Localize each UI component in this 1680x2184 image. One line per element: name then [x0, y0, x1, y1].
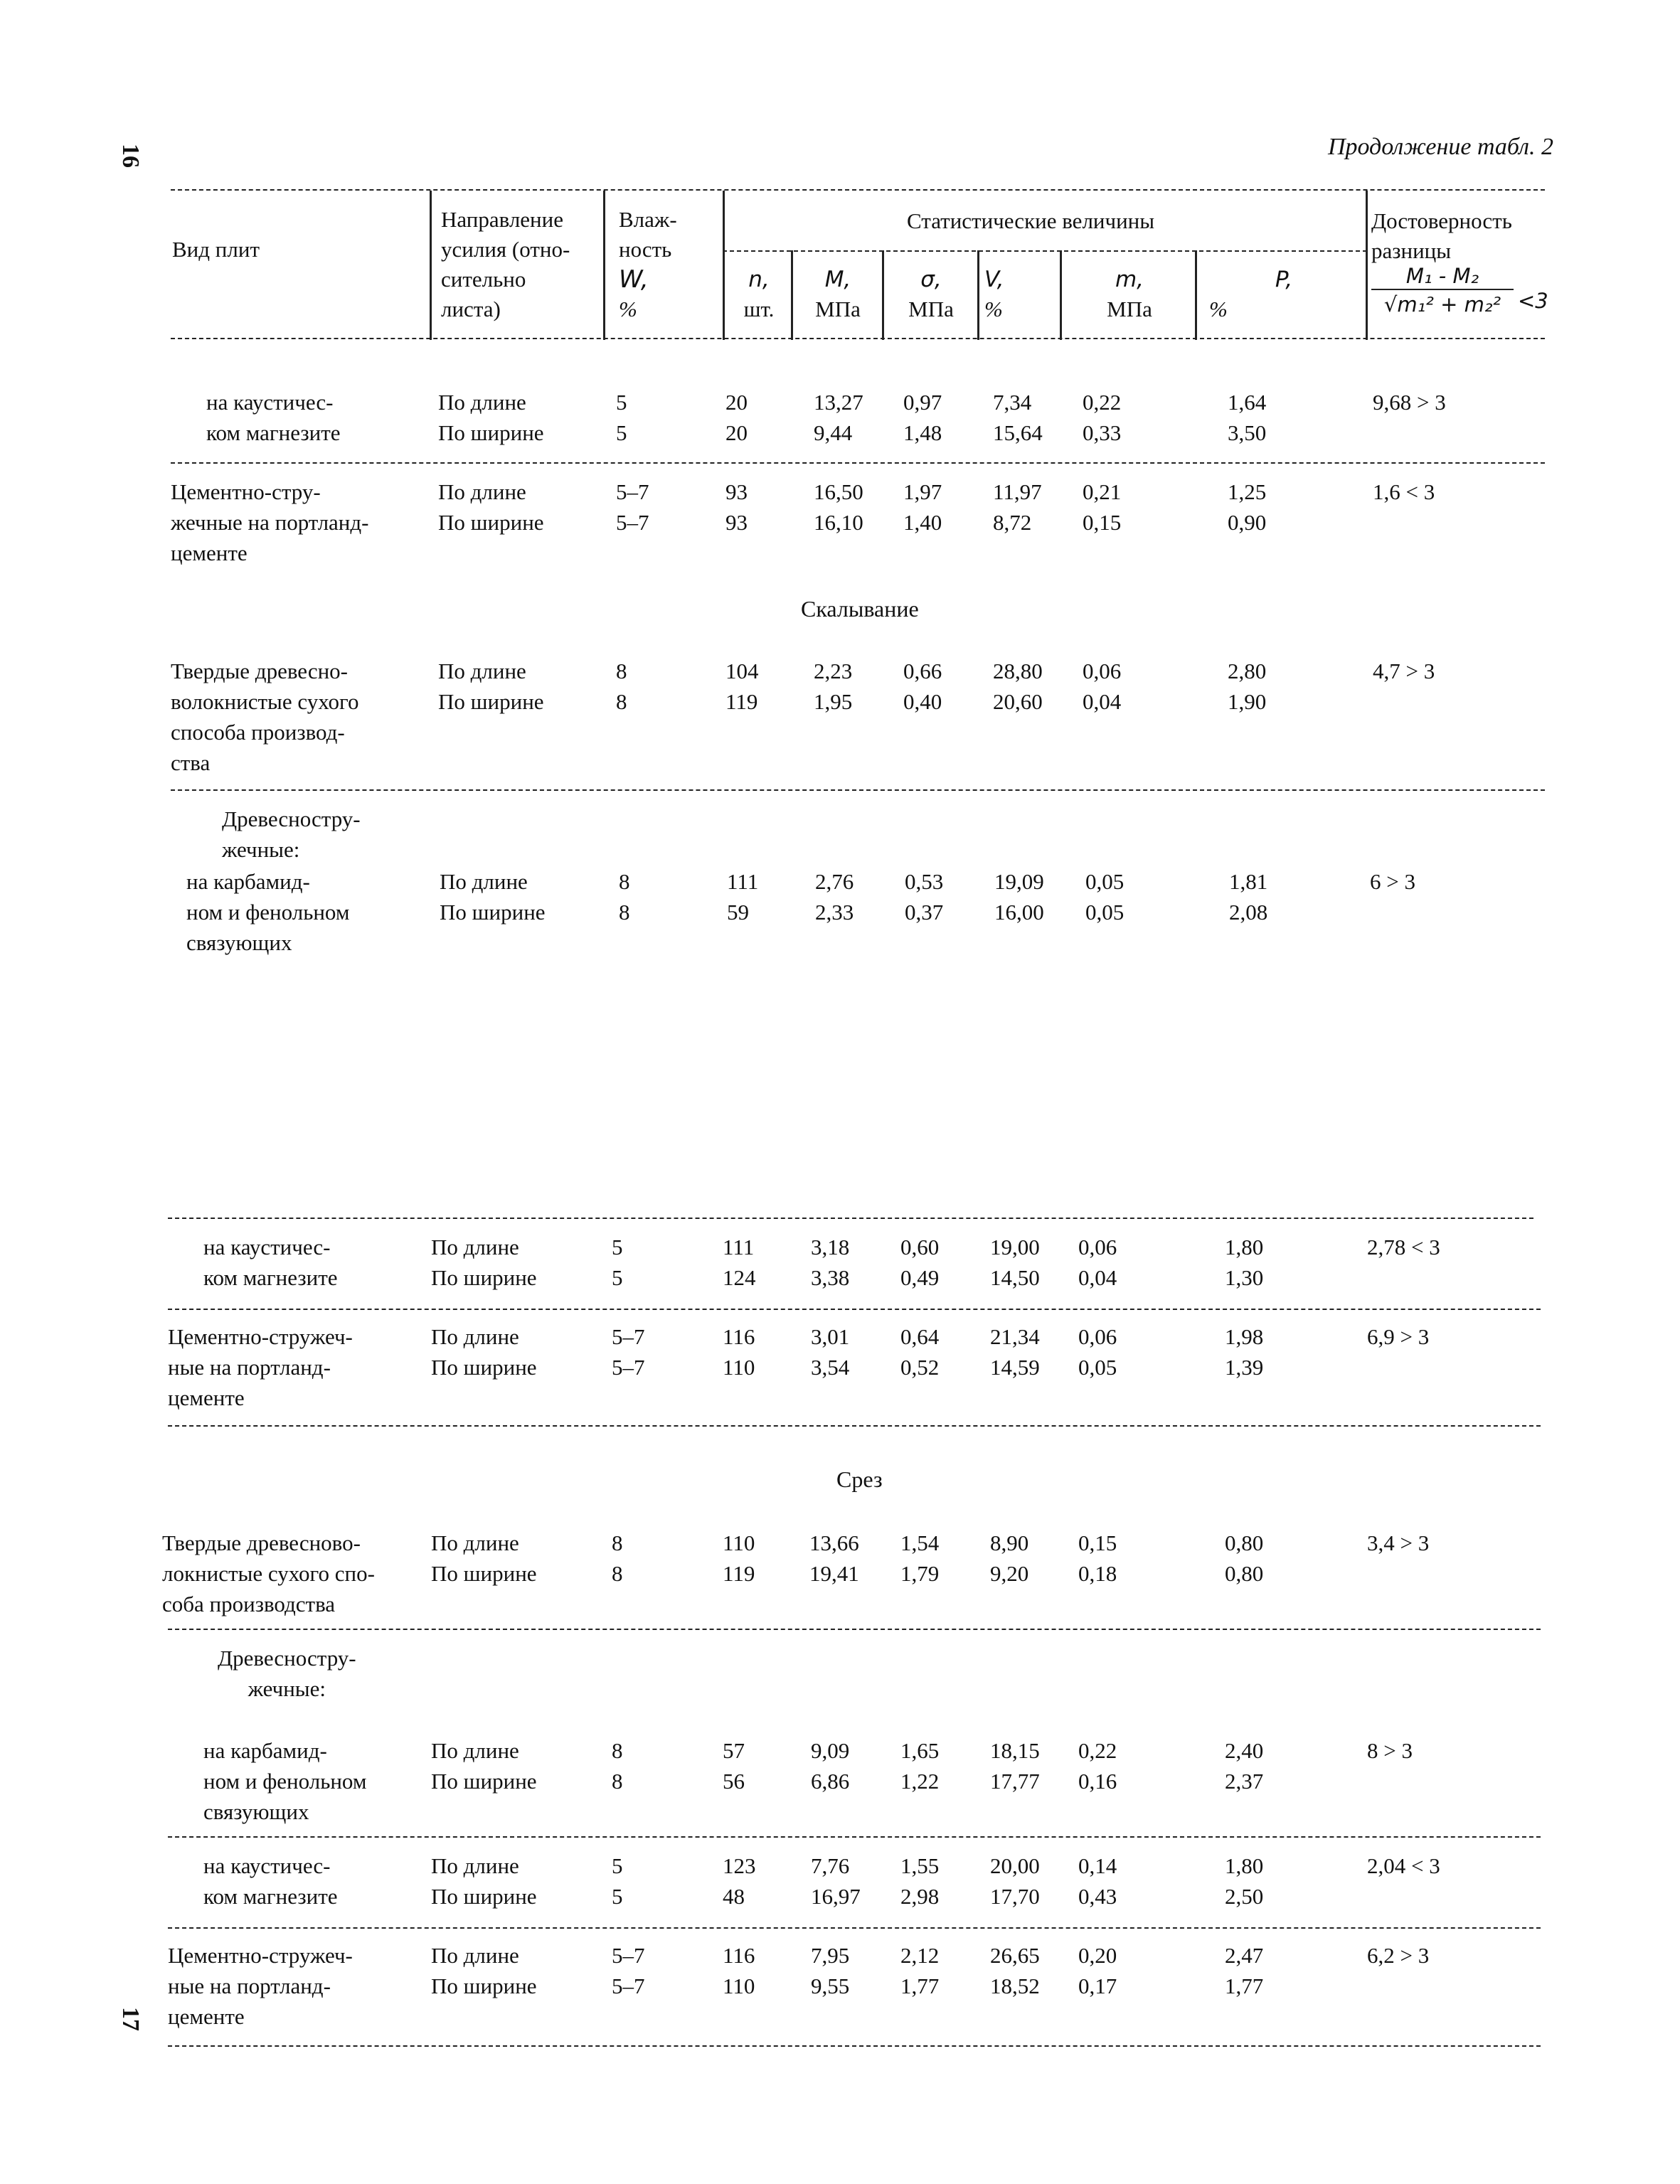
row-n: 123 48	[723, 1853, 756, 1909]
row-direction: По длине По ширине	[431, 1235, 537, 1290]
row-moisture: 8 8	[616, 659, 627, 714]
row-sigma: 1,97 1,40	[903, 479, 942, 535]
row-reliability: 9,68 > 3	[1373, 390, 1446, 415]
row-reliability: 4,7 > 3	[1373, 659, 1435, 683]
row-n: 104 119	[725, 659, 759, 714]
row-sigma: 1,65 1,22	[900, 1738, 940, 1794]
row-mean: 13,27 9,44	[814, 390, 863, 445]
row-divider	[168, 1927, 1541, 1929]
row-moisture: 5 5	[616, 390, 627, 445]
stats-sub-rule	[723, 250, 1367, 252]
row-accuracy: 1,64 3,50	[1228, 390, 1267, 445]
row-direction: По длине По ширине	[438, 479, 544, 535]
col-header-n: n, шт.	[743, 267, 775, 321]
row-sigma: 0,60 0,49	[900, 1235, 940, 1290]
header-divider	[430, 191, 432, 340]
row-group-label: Древесностру- жечные:	[222, 806, 361, 862]
col-header-direction: Направление усилия (отно- сительно листа)	[441, 207, 570, 321]
header-divider	[603, 191, 605, 340]
row-variation: 20,00 17,70	[990, 1853, 1040, 1909]
row-accuracy: 1,81 2,08	[1229, 869, 1268, 925]
row-n: 93 93	[725, 479, 748, 535]
row-n: 57 56	[723, 1738, 745, 1794]
row-error: 0,06 0,04	[1083, 659, 1122, 714]
reliability-formula: M₁ - M₂ √m₁² + m₂² <3	[1371, 263, 1545, 319]
row-divider	[168, 1629, 1541, 1630]
row-accuracy: 0,80 0,80	[1225, 1530, 1264, 1586]
row-accuracy: 1,80 2,50	[1225, 1853, 1264, 1909]
row-plate-type: на каустичес- ком магнезите	[203, 1853, 338, 1909]
row-plate-type: на карбамид- ном и фенольном связующих	[203, 1738, 367, 1824]
col-header-reliability: Достоверность разницы	[1371, 208, 1512, 263]
header-divider	[723, 191, 725, 340]
header-divider	[1366, 191, 1368, 340]
row-sigma: 0,97 1,48	[903, 390, 942, 445]
row-reliability: 1,6 < 3	[1373, 479, 1435, 504]
row-n: 111 124	[723, 1235, 756, 1290]
row-plate-type: Цементно-стружеч- ные на портланд- цементе	[168, 1943, 353, 2029]
row-plate-type: Твердые древесно- волокнистые сухого способа производ- ства	[171, 659, 359, 775]
col-header-mean: M, МПа	[815, 267, 861, 321]
row-moisture: 5–7 5–7	[616, 479, 649, 535]
row-error: 0,14 0,43	[1078, 1853, 1117, 1909]
row-n: 116 110	[723, 1943, 755, 1998]
row-n: 116 110	[723, 1324, 755, 1380]
row-mean: 2,76 2,33	[815, 869, 854, 925]
row-accuracy: 2,47 1,77	[1225, 1943, 1264, 1998]
row-divider	[168, 1309, 1541, 1310]
row-sigma: 0,66 0,40	[903, 659, 942, 714]
row-reliability: 3,4 > 3	[1367, 1530, 1430, 1555]
row-accuracy: 2,40 2,37	[1225, 1738, 1264, 1794]
row-error: 0,15 0,18	[1078, 1530, 1117, 1586]
col-header-statistics: Статистические величины	[907, 208, 1155, 233]
row-sigma: 1,54 1,79	[900, 1530, 940, 1586]
row-variation: 19,00 14,50	[990, 1235, 1040, 1290]
row-accuracy: 1,98 1,39	[1225, 1324, 1264, 1380]
row-error: 0,22 0,16	[1078, 1738, 1117, 1794]
row-direction: По длине По ширине	[431, 1738, 537, 1794]
row-direction: По длине По ширине	[438, 390, 544, 445]
row-error: 0,06 0,04	[1078, 1235, 1117, 1290]
row-accuracy: 1,25 0,90	[1228, 479, 1267, 535]
row-moisture: 5 5	[612, 1235, 623, 1290]
header-bottom-rule	[171, 338, 1545, 339]
row-divider	[171, 789, 1545, 791]
header-divider	[1195, 250, 1197, 340]
row-reliability: 6,2 > 3	[1367, 1943, 1430, 1968]
row-error: 0,20 0,17	[1078, 1943, 1117, 1998]
section-title: Срез	[836, 1466, 883, 1492]
row-error: 0,05 0,05	[1085, 869, 1125, 925]
row-variation: 7,34 15,64	[993, 390, 1043, 445]
row-moisture: 8 8	[619, 869, 630, 925]
row-sigma: 0,53 0,37	[905, 869, 944, 925]
row-moisture: 8 8	[612, 1738, 623, 1794]
row-variation: 8,90 9,20	[990, 1530, 1029, 1586]
row-direction: По длине По ширине	[438, 659, 544, 714]
row-variation: 28,80 20,60	[993, 659, 1043, 714]
col-header-moisture: Влаж- ность W, %	[619, 207, 677, 321]
row-reliability: 2,04 < 3	[1367, 1853, 1440, 1878]
row-moisture: 8 8	[612, 1530, 623, 1586]
row-reliability: 8 > 3	[1367, 1738, 1413, 1763]
header-top-rule	[171, 189, 1545, 191]
header-divider	[1060, 250, 1062, 340]
table-caption: Продолжение табл. 2	[1327, 134, 1553, 160]
page-number-top: 16	[117, 144, 144, 168]
row-accuracy: 2,80 1,90	[1228, 659, 1267, 714]
table-bottom-rule	[168, 2045, 1541, 2047]
row-reliability: 6 > 3	[1370, 869, 1415, 894]
section-title: Скалывание	[801, 596, 919, 622]
row-mean: 9,09 6,86	[811, 1738, 850, 1794]
page-number-bottom: 17	[117, 2007, 144, 2031]
row-plate-type: на каустичес- ком магнезите	[203, 1235, 338, 1290]
header-divider	[882, 250, 884, 340]
row-plate-type: на каустичес- ком магнезите	[206, 390, 341, 445]
row-plate-type: Цементно-стру- жечные на портланд- цементе	[171, 479, 369, 565]
row-direction: По длине По ширине	[440, 869, 546, 925]
row-mean: 16,50 16,10	[814, 479, 863, 535]
col-header-accuracy: P, %	[1209, 267, 1293, 321]
row-n: 20 20	[725, 390, 748, 445]
row-variation: 26,65 18,52	[990, 1943, 1040, 1998]
row-plate-type: Цементно-стружеч- ные на портланд- цементе	[168, 1324, 353, 1410]
row-mean: 7,95 9,55	[811, 1943, 850, 1998]
row-error: 0,21 0,15	[1083, 479, 1122, 535]
col-header-sigma: σ, МПа	[908, 267, 954, 321]
row-accuracy: 1,80 1,30	[1225, 1235, 1264, 1290]
row-mean: 13,66 19,41	[809, 1530, 859, 1586]
row-moisture: 5–7 5–7	[612, 1943, 645, 1998]
row-direction: По длине По ширине	[431, 1324, 537, 1380]
row-mean: 3,18 3,38	[811, 1235, 850, 1290]
row-moisture: 5 5	[612, 1853, 623, 1909]
row-plate-type: Твердые древесново- локнистые сухого спо- соба производства	[162, 1530, 375, 1616]
row-mean: 3,01 3,54	[811, 1324, 850, 1380]
row-sigma: 0,64 0,52	[900, 1324, 940, 1380]
row-divider	[168, 1218, 1533, 1219]
row-variation: 18,15 17,77	[990, 1738, 1040, 1794]
row-variation: 21,34 14,59	[990, 1324, 1040, 1380]
row-reliability: 2,78 < 3	[1367, 1235, 1440, 1259]
row-plate-type: на карбамид- ном и фенольном связующих	[186, 869, 350, 955]
row-mean: 7,76 16,97	[811, 1853, 861, 1909]
header-divider	[977, 250, 979, 340]
row-divider	[171, 462, 1545, 464]
col-header-type: Вид плит	[172, 237, 260, 262]
row-direction: По длине По ширине	[431, 1853, 537, 1909]
header-divider	[791, 250, 793, 340]
row-mean: 2,23 1,95	[814, 659, 853, 714]
row-direction: По длине По ширине	[431, 1530, 537, 1586]
col-header-variation: V, %	[984, 267, 1004, 321]
row-variation: 11,97 8,72	[993, 479, 1042, 535]
col-header-error: m, МПа	[1107, 267, 1152, 321]
row-sigma: 1,55 2,98	[900, 1853, 940, 1909]
row-error: 0,06 0,05	[1078, 1324, 1117, 1380]
row-moisture: 5–7 5–7	[612, 1324, 645, 1380]
row-direction: По длине По ширине	[431, 1943, 537, 1998]
row-group-label: Древесностру- жечные:	[218, 1646, 356, 1701]
row-variation: 19,09 16,00	[994, 869, 1044, 925]
row-reliability: 6,9 > 3	[1367, 1324, 1430, 1349]
row-n: 111 59	[727, 869, 759, 925]
row-sigma: 2,12 1,77	[900, 1943, 940, 1998]
row-error: 0,22 0,33	[1083, 390, 1122, 445]
row-divider	[168, 1425, 1541, 1427]
row-n: 110 119	[723, 1530, 755, 1586]
row-divider	[168, 1836, 1541, 1838]
